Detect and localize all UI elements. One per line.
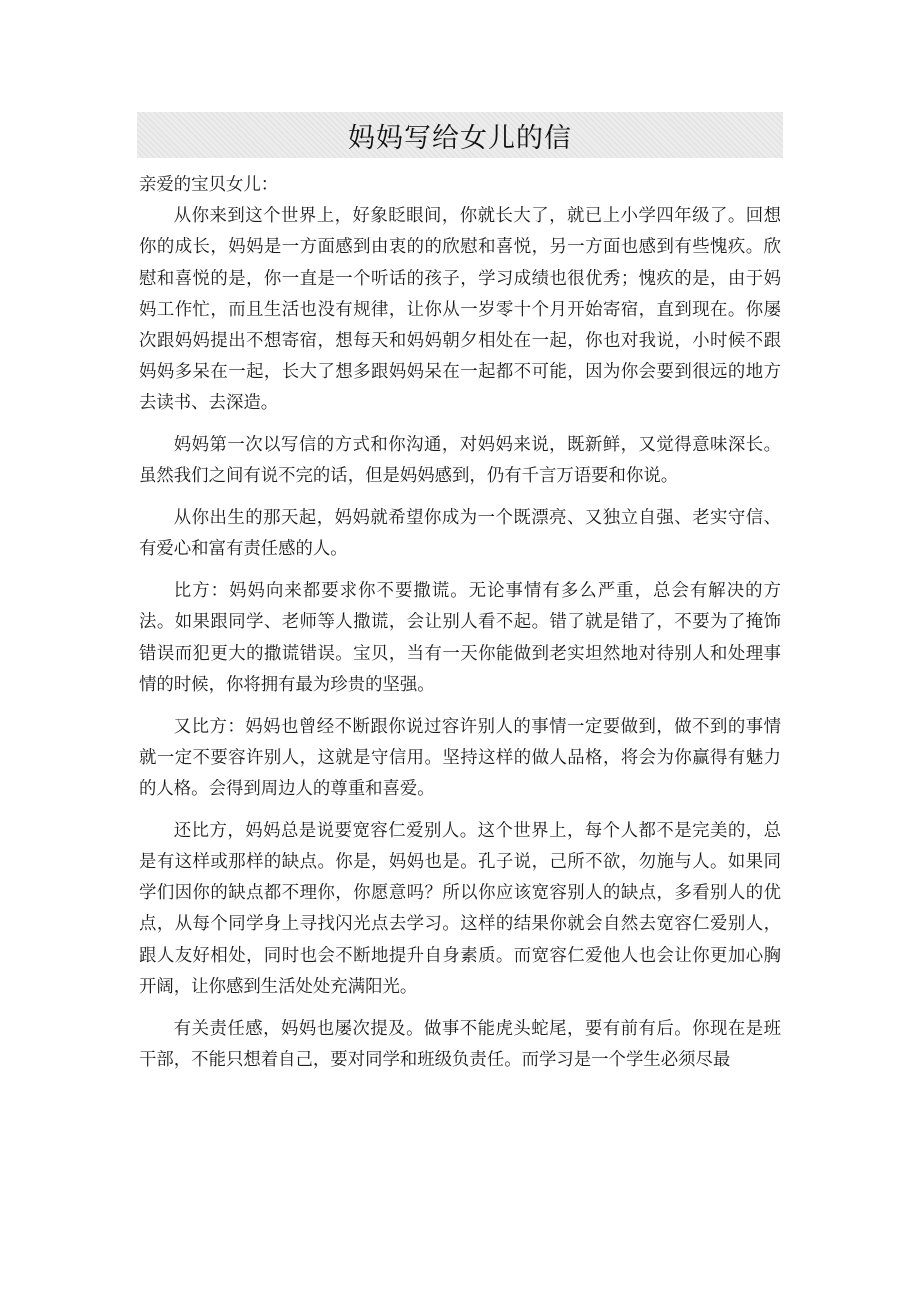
letter-greeting: 亲爱的宝贝女儿：	[139, 175, 279, 195]
paragraph-3: 从你出生的那天起，妈妈就希望你成为一个既漂亮、又独立自强、老实守信、有爱心和富有责任感的人。	[139, 508, 781, 560]
paragraph-5: 又比方：妈妈也曾经不断跟你说过容许别人的事情一定要做到，做不到的事情就一定不要容许别人，这就是守信用。坚持这样的做人品格，将会为你赢得有魅力的人格。会得到周边人的尊重和喜爱。	[139, 716, 781, 800]
title-banner	[137, 112, 783, 158]
paragraph-6: 还比方，妈妈总是说要宽容仁爱别人。这个世界上，每个人都不是完美的，总是有这样或那样的缺点。你是，妈妈也是。孔子说，己所不欲，勿施与人。如果同学们因你的缺点都不理你，你愿意吗？所以你应该宽容别人的缺点，多看别人的优点，从每个同学身上寻找闪光点去学习。这样的结果你就会自然去宽容仁爱别人，跟人友好相处，同时也会不断地提升自身素质。而宽容仁爱他人也会让你更加心胸开阔，让你感到生活处处充满阳光。	[139, 820, 781, 997]
paragraph-7: 有关责任感，妈妈也屡次提及。做事不能虎头蛇尾，要有前有后。你现在是班干部，不能只想着自己，要对同学和班级负责任。而学习是一个学生必须尽最	[139, 1018, 781, 1070]
letter-body	[139, 170, 781, 1087]
paragraph-4: 比方：妈妈向来都要求你不要撒谎。无论事情有多么严重，总会有解决的方法。如果跟同学、老师等人撒谎，会让别人看不起。错了就是错了，不要为了掩饰错误而犯更大的撒谎错误。宝贝，当有一天你能做到老实坦然地对待别人和处理事情的时候，你将拥有最为珍贵的坚强。	[139, 581, 781, 695]
paragraph-1: 从你来到这个世界上，好象眨眼间，你就长大了，就已上小学四年级了。回想你的成长，妈妈是一方面感到由衷的的欣慰和喜悦，另一方面也感到有些愧疚。欣慰和喜悦的是，你一直是一个听话的孩子，学习成绩也很优秀；愧疚的是，由于妈妈工作忙，而且生活也没有规律，让你从一岁零十个月开始寄宿，直到现在。你屡次跟妈妈提出不想寄宿，想每天和妈妈朝夕相处在一起，你也对我说，小时候不跟妈妈多呆在一起，长大了想多跟妈妈呆在一起都不可能，因为你会要到很远的地方去读书、去深造。	[139, 206, 781, 414]
document-title: 妈妈写给女儿的信	[348, 122, 572, 154]
paragraph-2: 妈妈第一次以写信的方式和你沟通，对妈妈来说，既新鲜，又觉得意味深长。虽然我们之间有说不完的话，但是妈妈感到，仍有千言万语要和你说。	[139, 435, 781, 487]
